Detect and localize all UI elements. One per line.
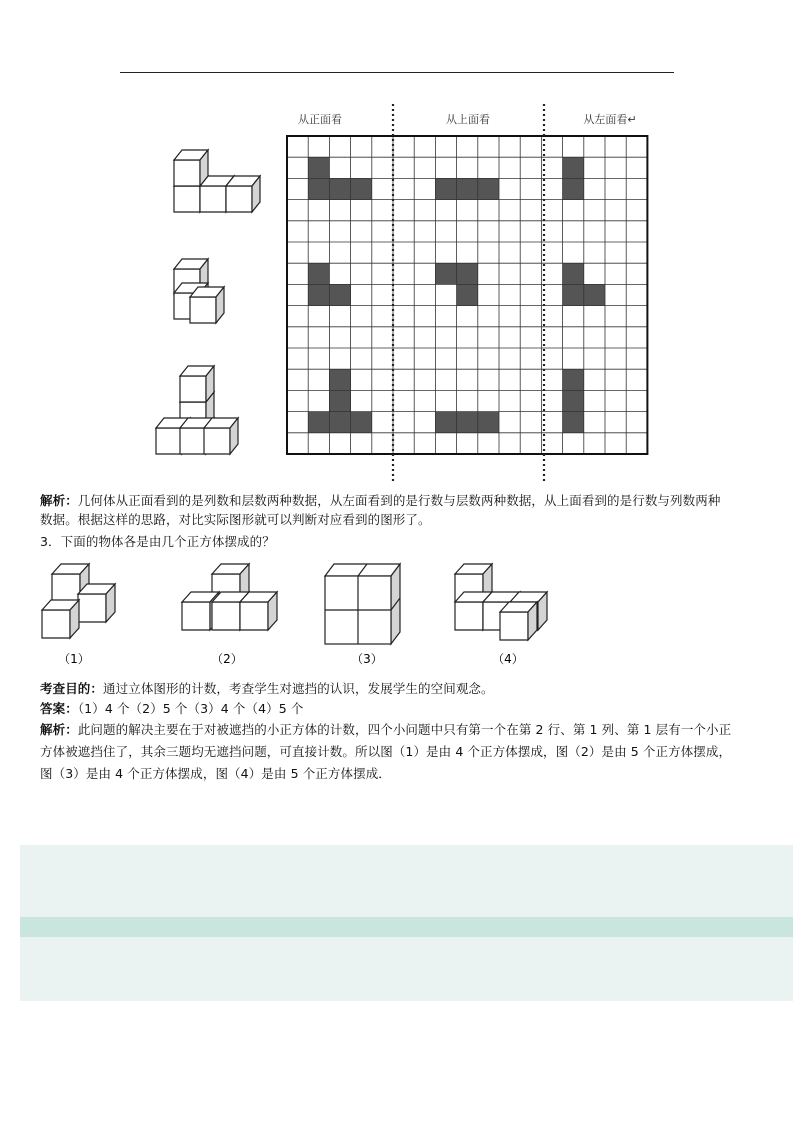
purpose-text: 通过立体图形的计数，考查学生对遮挡的认识，发展学生的空间观念。 — [103, 681, 494, 696]
analysis-2-line-3: 图（3）是由 4 个正方体摆成，图（4）是由 5 个正方体摆成． — [40, 766, 391, 781]
three-view-figure — [150, 100, 670, 485]
view-cell-top-1 — [457, 178, 478, 199]
view-cell-front-1 — [351, 178, 372, 199]
footer-panel-band — [20, 917, 793, 937]
analysis-1-label: 解析： — [40, 493, 78, 508]
purpose — [40, 679, 494, 698]
header-left: 从左面看↵ — [583, 113, 637, 126]
question-3: 3．下面的物体各是由几个正方体摆成的？ — [40, 534, 275, 549]
answer-text: （1）4 个（2）5 个（3）4 个（4）5 个 — [77, 701, 304, 716]
solid-q3-4 — [455, 564, 547, 640]
view-cell-front-1 — [308, 178, 329, 199]
view-cell-left-3 — [563, 390, 584, 411]
header-rule — [120, 72, 674, 73]
analysis-2 — [40, 720, 793, 739]
solid-1 — [174, 150, 260, 212]
view-cell-front-3 — [329, 390, 350, 411]
view-cell-top-1 — [435, 178, 456, 199]
analysis-1-line-1: 几何体从正面看到的是列数和层数两种数据，从左面看到的是行数与层数两种数据，从上面看到的是行数与列数两种 — [77, 493, 721, 508]
header-front: 从正面看 — [298, 113, 342, 126]
solid-3 — [156, 366, 238, 454]
caption-2: （2） — [211, 652, 243, 666]
view-cell-top-2 — [457, 263, 478, 284]
footer-panel-bottom — [20, 937, 793, 1001]
analysis-1-line-2: 数据。根据这样的思路，对比实际图形就可以判断对应看到的图形了。 — [40, 512, 431, 527]
solid-2 — [174, 259, 224, 323]
caption-4: （4） — [492, 652, 524, 666]
view-cell-front-2 — [308, 284, 329, 305]
view-cell-left-2 — [563, 284, 584, 305]
answer-label: 答案： — [40, 701, 78, 716]
view-grid — [287, 136, 647, 454]
view-cell-front-3 — [351, 412, 372, 433]
view-cell-top-3 — [435, 412, 456, 433]
solid-q3-1 — [42, 564, 115, 638]
view-cell-left-1 — [563, 178, 584, 199]
view-cell-left-1 — [563, 157, 584, 178]
solid-q3-2 — [182, 564, 277, 630]
analysis-2-label: 解析： — [40, 722, 78, 737]
view-cell-front-3 — [329, 412, 350, 433]
view-cell-top-3 — [478, 412, 499, 433]
purpose-label: 考查目的： — [40, 681, 104, 696]
header-top: 从上面看 — [446, 113, 490, 126]
analysis-2-line-1: 此问题的解决主要在于对被遮挡的小正方体的计数，四个小问题中只有第一个在第 2 行、第 1 列、第 1 层有一个小正 — [77, 722, 732, 737]
view-cell-top-1 — [478, 178, 499, 199]
cube-count-figure — [30, 558, 590, 673]
analysis-1 — [40, 491, 793, 510]
view-cell-front-3 — [308, 412, 329, 433]
view-cell-top-2 — [457, 284, 478, 305]
view-cell-left-2 — [563, 263, 584, 284]
solid-q3-3 — [325, 564, 400, 644]
view-cell-left-3 — [563, 369, 584, 390]
answer — [40, 699, 303, 718]
analysis-2-line-2: 方体被遮挡住了，其余三题均无遮挡问题，可直接计数。所以图（1）是由 4 个正方体摆成，图（2）是由 5 个正方体摆成， — [40, 744, 732, 759]
view-cell-front-2 — [329, 284, 350, 305]
footer-panel-top — [20, 845, 793, 917]
caption-1: （1） — [58, 652, 90, 666]
view-cell-front-1 — [308, 157, 329, 178]
view-cell-left-3 — [563, 412, 584, 433]
view-cell-front-2 — [308, 263, 329, 284]
view-cell-left-2 — [584, 284, 605, 305]
view-cell-top-2 — [435, 263, 456, 284]
caption-3: （3） — [351, 652, 383, 666]
view-cell-front-3 — [329, 369, 350, 390]
view-cell-front-1 — [329, 178, 350, 199]
view-cell-top-3 — [457, 412, 478, 433]
